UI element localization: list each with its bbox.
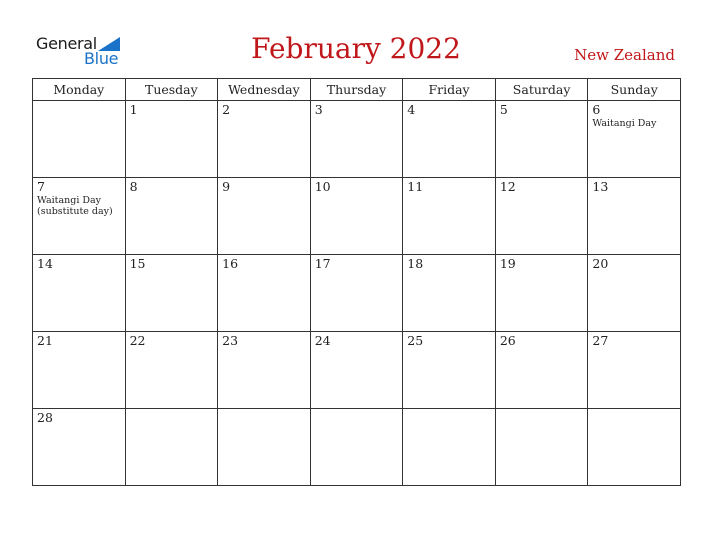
day-cell [33, 178, 126, 255]
week-row [33, 101, 681, 178]
day-cell [403, 409, 496, 486]
day-cell [125, 255, 218, 332]
day-number: 27 [592, 333, 609, 348]
day-cell [495, 255, 588, 332]
day-cell [125, 409, 218, 486]
day-number: 15 [129, 256, 146, 271]
day-number: 16 [222, 256, 239, 271]
day-cell [310, 178, 403, 255]
day-cell [588, 255, 681, 332]
day-cell [495, 101, 588, 178]
weekday-header: Friday [403, 79, 496, 101]
day-cell [403, 178, 496, 255]
day-number: 10 [314, 179, 331, 194]
weekday-header: Wednesday [218, 79, 311, 101]
day-number: 19 [499, 256, 516, 271]
day-cell [310, 255, 403, 332]
day-cell [495, 178, 588, 255]
day-number: 1 [129, 102, 138, 117]
day-number: 21 [37, 333, 53, 348]
day-cell [218, 101, 311, 178]
country-label: New Zealand [574, 46, 675, 64]
day-cell [403, 332, 496, 409]
day-cell [125, 101, 218, 178]
day-number: 13 [592, 179, 609, 194]
day-number: 3 [314, 102, 323, 117]
day-cell [33, 409, 126, 486]
week-row [33, 332, 681, 409]
day-cell [125, 178, 218, 255]
day-number: 14 [37, 256, 53, 271]
calendar-body [33, 101, 681, 486]
day-number: 2 [222, 102, 231, 117]
day-cell [33, 101, 126, 178]
day-cell [403, 255, 496, 332]
day-cell [310, 101, 403, 178]
day-cell [495, 409, 588, 486]
weekday-header: Saturday [495, 79, 588, 101]
day-number: 24 [314, 333, 331, 348]
day-number: 9 [222, 179, 231, 194]
logo-text-general: General [36, 34, 97, 53]
day-number: 5 [499, 102, 508, 117]
day-number: 11 [407, 179, 424, 194]
weekday-header: Monday [33, 79, 126, 101]
day-cell [588, 178, 681, 255]
day-number: 26 [499, 333, 516, 348]
day-cell [218, 409, 311, 486]
weekday-header: Sunday [588, 79, 681, 101]
calendar-grid [32, 78, 681, 486]
day-cell [588, 409, 681, 486]
day-number: 25 [407, 333, 424, 348]
week-row [33, 255, 681, 332]
day-cell [33, 255, 126, 332]
day-cell [310, 332, 403, 409]
day-cell [310, 409, 403, 486]
weekday-header-row [33, 79, 681, 101]
day-number: 4 [407, 102, 416, 117]
day-number: 8 [129, 179, 138, 194]
day-cell [218, 332, 311, 409]
day-cell [588, 101, 681, 178]
weekday-header: Thursday [310, 79, 403, 101]
weekday-header: Tuesday [125, 79, 218, 101]
day-cell [33, 332, 126, 409]
week-row [33, 178, 681, 255]
day-number: 7 [37, 179, 45, 194]
day-cell [495, 332, 588, 409]
holiday-label: Waitangi Day (substitute day) [37, 195, 113, 217]
day-number: 22 [129, 333, 146, 348]
day-cell [218, 255, 311, 332]
day-number: 23 [222, 333, 239, 348]
day-number: 6 [592, 102, 601, 117]
logo-text-blue: Blue [84, 49, 119, 68]
day-number: 18 [407, 256, 424, 271]
day-number: 20 [592, 256, 609, 271]
day-cell [403, 101, 496, 178]
day-cell [218, 178, 311, 255]
holiday-label: Waitangi Day [592, 118, 657, 129]
day-cell [588, 332, 681, 409]
day-number: 17 [314, 256, 331, 271]
page-title: February 2022 [251, 32, 461, 65]
week-row [33, 409, 681, 486]
day-cell [125, 332, 218, 409]
day-number: 12 [499, 179, 516, 194]
day-number: 28 [37, 410, 53, 425]
